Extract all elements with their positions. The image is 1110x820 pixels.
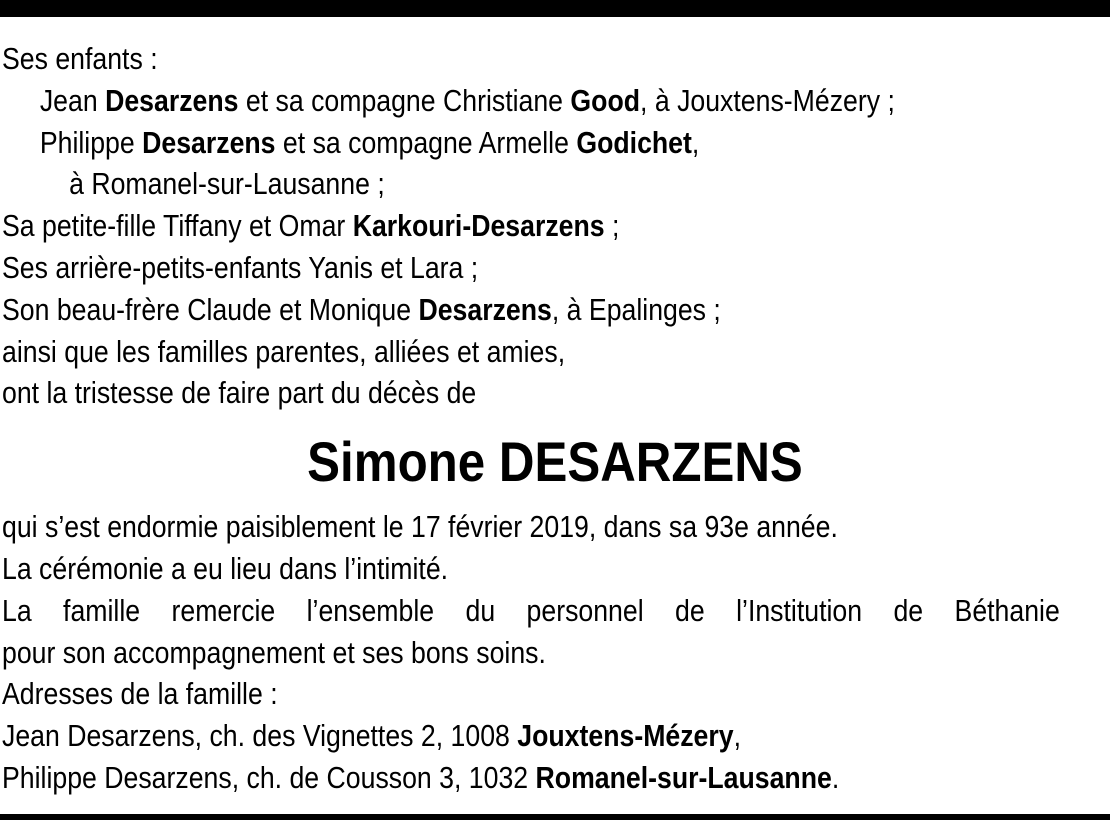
- child1-first-name: Jean: [39, 82, 98, 118]
- address2-city: Romanel-sur-Lausanne: [535, 759, 832, 795]
- granddaughter-text: Sa petite-fille Tiffany et Omar: [2, 208, 346, 244]
- address1-text: Jean Desarzens, ch. des Vignettes 2, 1008: [2, 718, 510, 754]
- address1-city: Jouxtens-Mézery: [517, 718, 734, 754]
- child2-partner-intro: et sa compagne Armelle: [282, 124, 569, 160]
- granddaughter-surname: Karkouri-Desarzens: [352, 208, 605, 244]
- child-line-2: [2, 122, 953, 164]
- announcement-line: ont la tristesse de faire part du décès de: [2, 375, 477, 411]
- thanks-word: l’Institution: [736, 592, 863, 628]
- thanks-justified-row: [2, 590, 1060, 632]
- child2-tail: ,: [691, 124, 700, 160]
- thanks-word: remercie: [171, 592, 276, 628]
- thanks-line-2: pour son accompagnement et ses bons soins.: [2, 634, 546, 670]
- bottom-border-rule: [0, 814, 1110, 820]
- thanks-word: de: [893, 592, 924, 628]
- thanks-word: personnel: [526, 592, 644, 628]
- addresses-intro: Adresses de la famille :: [2, 676, 278, 712]
- thanks-word: l’ensemble: [306, 592, 435, 628]
- brother-in-law-surname: Desarzens: [418, 291, 552, 327]
- child1-partner-surname: Good: [570, 82, 641, 118]
- relatives-line: ainsi que les familles parentes, alliées et amies,: [2, 333, 566, 369]
- brother-in-law-line: [2, 289, 953, 331]
- obituary-notice: [2, 38, 1108, 799]
- address2-text: Philippe Desarzens, ch. de Cousson 3, 1032: [2, 759, 529, 795]
- top-border-rule: [0, 0, 1110, 17]
- child-line-1: [2, 80, 953, 122]
- thanks-word: du: [465, 592, 496, 628]
- child1-surname: Desarzens: [105, 82, 239, 118]
- child2-first-name: Philippe: [39, 124, 135, 160]
- death-line: qui s’est endormie paisiblement le 17 février 2019, dans sa 93e année.: [2, 509, 838, 545]
- child2-surname: Desarzens: [142, 124, 276, 160]
- great-grandchildren-line: Ses arrière-petits-enfants Yanis et Lara ;: [2, 249, 479, 285]
- deceased-name: Simone DESARZENS: [307, 430, 803, 494]
- granddaughter-tail: ;: [612, 208, 620, 244]
- address-line-2: [2, 757, 953, 799]
- brother-in-law-text: Son beau-frère Claude et Monique: [2, 291, 412, 327]
- brother-in-law-place: , à Epalinges ;: [551, 291, 721, 327]
- thanks-word: La: [2, 592, 32, 628]
- address-line-1: [2, 715, 953, 757]
- child1-place: , à Jouxtens-Mézery ;: [640, 82, 895, 118]
- address1-tail: ,: [733, 718, 742, 754]
- thanks-line-1: [2, 590, 1060, 632]
- child2-partner-surname: Godichet: [576, 124, 692, 160]
- child1-partner-intro: et sa compagne Christiane: [245, 82, 564, 118]
- thanks-word: Béthanie: [954, 592, 1060, 628]
- children-intro: Ses enfants :: [2, 41, 158, 76]
- thanks-word: de: [675, 592, 705, 628]
- address2-tail: .: [831, 759, 840, 795]
- ceremony-line: La cérémonie a eu lieu dans l’intimité.: [2, 550, 449, 586]
- thanks-word: famille: [63, 592, 141, 628]
- child2-place: à Romanel-sur-Lausanne ;: [69, 166, 385, 202]
- granddaughter-line: [2, 205, 953, 247]
